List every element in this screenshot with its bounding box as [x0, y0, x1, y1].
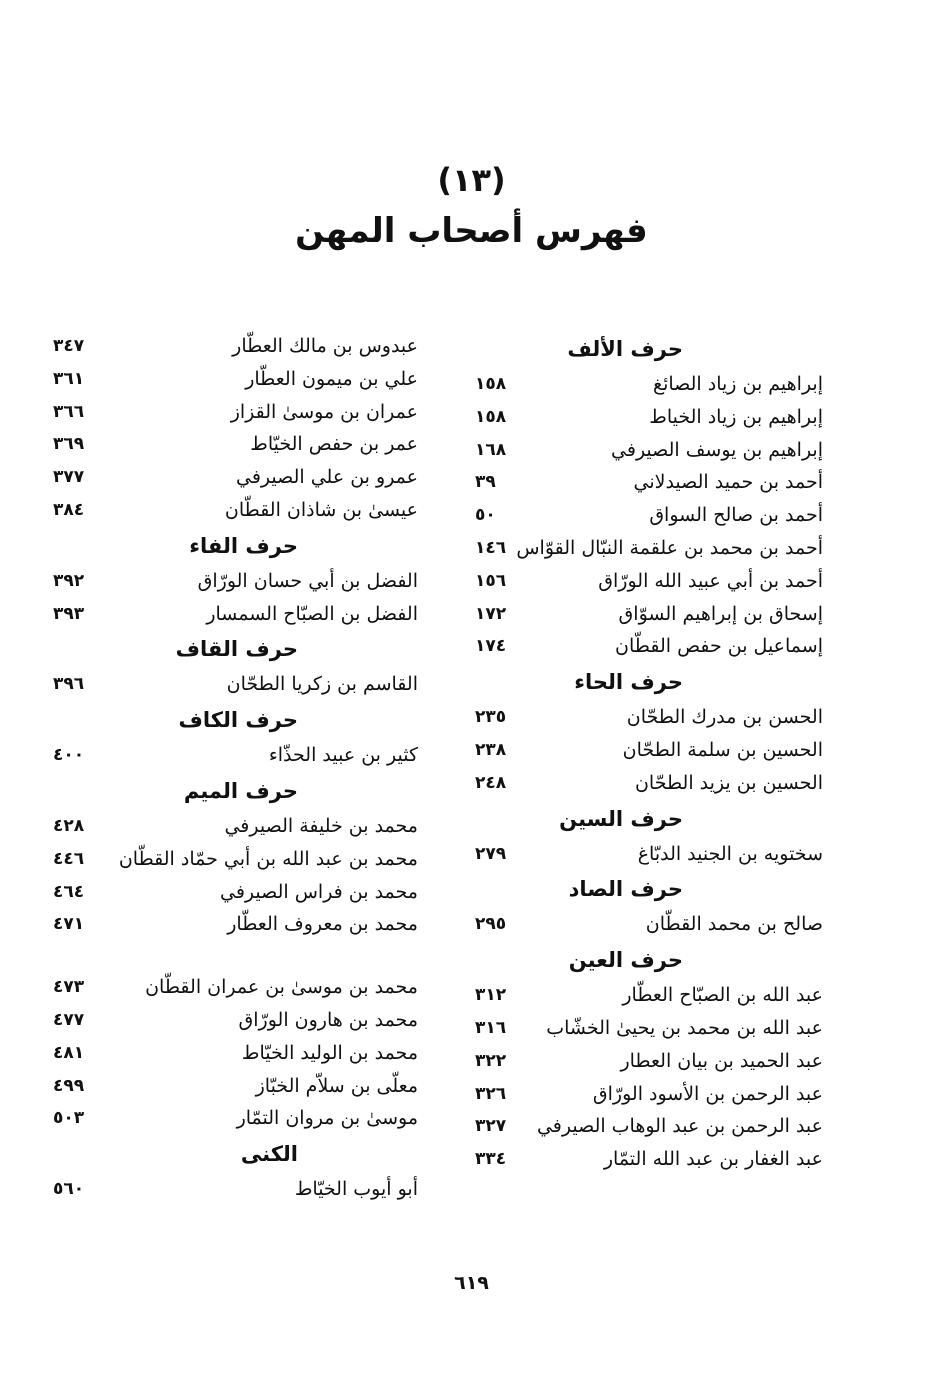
entry-name: أحمد بن محمد بن علقمة النبّال القوّاس — [516, 536, 823, 559]
entry-name: علي بن ميمون العطّار — [245, 367, 418, 390]
index-entry — [463, 565, 823, 598]
entry-page: ٣٢٧ — [475, 1116, 507, 1137]
index-entry — [463, 434, 823, 467]
index-number: (١٣) — [437, 161, 506, 199]
index-entry — [463, 630, 823, 663]
entry-name: عبد الغفار بن عبد الله التمّار — [603, 1148, 823, 1171]
entry-name: إبراهيم بن زياد الصائغ — [652, 373, 823, 395]
entry-page: ١٧٢ — [475, 603, 507, 624]
entry-name: الفضل بن الصبّاح السمسار — [206, 602, 418, 625]
entry-page: ٣١٦ — [475, 1017, 507, 1038]
entry-name: عمران بن موسىٰ القزاز — [230, 400, 418, 423]
entry-page: ٣٢٦ — [475, 1083, 507, 1104]
entry-name: إسماعيل بن حفص القطّان — [615, 635, 823, 658]
entry-name: أحمد بن أبي عبيد الله الورّاق — [598, 569, 823, 592]
entry-page: ٣٩ — [475, 472, 496, 493]
entry-name: محمد بن هارون الورّاق — [238, 1008, 418, 1031]
index-entry — [53, 908, 418, 941]
entry-name: محمد بن الوليد الخيّاط — [241, 1041, 418, 1064]
index-entry — [53, 396, 418, 429]
entry-name: عبد الله بن الصبّاح العطّار — [622, 984, 823, 1007]
entry-page: ٣٤٧ — [53, 336, 85, 356]
entry-page: ٢٣٥ — [475, 707, 507, 728]
section-heading: حرف الألف — [567, 337, 683, 361]
index-entry — [53, 971, 418, 1004]
entry-page: ٣٦١ — [53, 368, 85, 389]
index-entry — [463, 1078, 823, 1111]
entry-name: محمد بن معروف العطّار — [227, 913, 418, 936]
entry-name: الفضل بن أبي حسان الورّاق — [197, 569, 418, 592]
entry-page: ١٦٨ — [475, 439, 507, 460]
index-entry — [53, 565, 418, 598]
index-entry — [53, 461, 418, 494]
index-entry — [463, 734, 823, 767]
entry-name: الحسن بن مدرك الطحّان — [626, 706, 823, 729]
index-entry — [463, 368, 823, 401]
entry-page: ٥٠٣ — [53, 1108, 85, 1129]
index-entry — [53, 1037, 418, 1070]
entry-name: محمد بن عبد الله بن أبي حمّاد القطّان — [118, 847, 418, 870]
entry-page: ٣٩٣ — [53, 603, 85, 624]
entry-name: سختويه بن الجنيد الدبّاغ — [637, 842, 823, 865]
index-entry — [53, 494, 418, 527]
section-heading: حرف القاف — [175, 637, 298, 662]
entry-page: ٤٤٦ — [53, 848, 85, 869]
index-entry — [53, 1004, 418, 1037]
index-entry — [463, 466, 823, 499]
index-entry — [463, 532, 823, 565]
index-entry — [463, 401, 823, 434]
entry-page: ٣٦٦ — [53, 401, 85, 422]
section-heading: حرف الفاء — [189, 533, 298, 558]
section-heading: حرف العين — [568, 948, 683, 973]
entry-name: عمر بن حفص الخيّاط — [250, 433, 418, 456]
index-entry — [53, 739, 418, 772]
entry-name: عيسىٰ بن شاذان القطّان — [224, 498, 418, 521]
entry-name: أحمد بن حميد الصيدلاني — [633, 471, 823, 494]
entry-page: ٢٤٨ — [475, 772, 507, 793]
index-entry — [53, 843, 418, 876]
index-entry — [463, 1045, 823, 1078]
entry-page: ٥٦٠ — [53, 1179, 85, 1200]
entry-name: الحسين بن سلمة الطحّان — [622, 738, 823, 761]
index-entry — [53, 810, 418, 843]
entry-page: ٤٦٤ — [53, 881, 85, 902]
entry-page: ٢٩٥ — [475, 914, 507, 935]
index-entry — [53, 598, 418, 631]
entry-page: ١٥٨ — [475, 374, 507, 394]
entry-name: إبراهيم بن زياد الخياط — [649, 405, 823, 428]
entry-name: محمد بن خليفة الصيرفي — [224, 814, 418, 837]
entry-page: ١٥٨ — [475, 406, 507, 427]
index-entry — [53, 668, 418, 701]
page-header — [0, 160, 943, 254]
index-entry — [463, 598, 823, 631]
section-heading: حرف الصاد — [568, 877, 683, 902]
entry-page: ١٤٦ — [475, 537, 507, 558]
entry-page: ٤٧١ — [53, 914, 85, 935]
index-entry — [53, 1070, 418, 1103]
index-title: فهرس أصحاب المهن — [295, 211, 648, 251]
entry-name: القاسم بن زكريا الطحّان — [226, 673, 418, 696]
entry-name: إبراهيم بن يوسف الصيرفي — [611, 438, 823, 461]
entry-name: عبد الله بن محمد بن يحيىٰ الخشّاب — [546, 1016, 823, 1039]
entry-page: ٤٩٩ — [53, 1075, 85, 1096]
index-entry — [53, 876, 418, 909]
entry-page: ٣٩٢ — [53, 570, 85, 591]
column-gap — [58, 941, 418, 971]
entry-page: ٤٢٨ — [53, 815, 85, 836]
entry-page: ٢٧٩ — [475, 843, 507, 864]
section-heading: حرف الكاف — [178, 708, 298, 733]
page-number: ٦١٩ — [454, 1272, 489, 1294]
entry-page: ٣٩٦ — [53, 674, 85, 695]
entry-page: ١٥٦ — [475, 570, 507, 591]
entry-name: أحمد بن صالح السواق — [649, 504, 823, 527]
index-entry — [463, 979, 823, 1012]
index-entry — [463, 1110, 823, 1143]
entry-page: ٣١٢ — [475, 985, 507, 1006]
entry-page: ٥٠ — [475, 505, 496, 526]
entry-name: عبدوس بن مالك العطّار — [232, 335, 418, 357]
left-column — [53, 330, 418, 1206]
index-entry — [53, 330, 418, 363]
entry-page: ١٧٤ — [475, 636, 507, 657]
index-entry — [463, 838, 823, 871]
index-entry — [53, 1173, 418, 1206]
index-entry — [463, 1012, 823, 1045]
index-entry — [463, 767, 823, 800]
entry-name: معلّى بن سلاّم الخبّاز — [255, 1074, 418, 1097]
entry-page: ٤٧٣ — [53, 977, 85, 998]
entry-name: عبد الرحمن بن الأسود الورّاق — [592, 1082, 823, 1105]
index-entry — [463, 908, 823, 941]
entry-page: ٣٦٩ — [53, 434, 85, 455]
section-heading: حرف الميم — [183, 778, 298, 803]
index-entry — [463, 701, 823, 734]
section-heading: حرف السين — [559, 806, 683, 831]
entry-name: عبد الرحمن بن عبد الوهاب الصيرفي — [536, 1115, 823, 1138]
entry-page: ٣٧٧ — [53, 467, 85, 488]
entry-page: ٢٣٨ — [475, 739, 507, 760]
index-entry — [53, 363, 418, 396]
entry-page: ٣٣٤ — [475, 1149, 507, 1170]
entry-name: موسىٰ بن مروان التمّار — [236, 1107, 418, 1130]
entry-name: كثير بن عبيد الحذّاء — [268, 744, 418, 767]
entry-name: محمد بن موسىٰ بن عمران القطّان — [145, 976, 418, 999]
entry-name: الحسين بن يزيد الطحّان — [634, 771, 823, 794]
index-entry — [463, 499, 823, 532]
entry-name: محمد بن فراس الصيرفي — [220, 880, 418, 903]
entry-name: إسحاق بن إبراهيم السوّاق — [618, 602, 823, 625]
section-heading: الكنى — [240, 1142, 298, 1167]
entry-name: صالح بن محمد القطّان — [645, 913, 823, 936]
right-column — [463, 330, 823, 1176]
index-entry — [53, 428, 418, 461]
entry-name: أبو أيوب الخيّاط — [294, 1178, 418, 1201]
entry-page: ٤٨١ — [53, 1042, 85, 1063]
entry-name: عبد الحميد بن بيان العطار — [620, 1049, 823, 1072]
entry-page: ٤٧٧ — [53, 1009, 85, 1030]
entry-page: ٣٨٤ — [53, 499, 85, 520]
index-entry — [53, 1102, 418, 1135]
entry-page: ٣٢٢ — [475, 1050, 507, 1071]
section-heading: حرف الحاء — [574, 670, 683, 695]
index-entry — [463, 1143, 823, 1176]
entry-page: ٤٠٠ — [53, 745, 85, 766]
entry-name: عمرو بن علي الصيرفي — [236, 466, 418, 489]
